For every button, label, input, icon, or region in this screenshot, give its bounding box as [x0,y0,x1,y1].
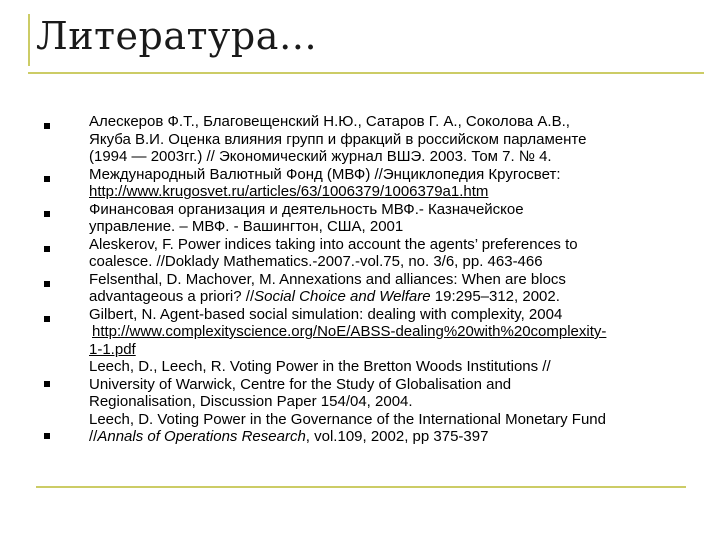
journal-title: Social Choice and Welfare [254,288,431,305]
reference-item [89,201,689,236]
bullet-marker-4 [44,246,50,252]
reference-link[interactable]: http://www.complexityscience.org/NoE/ABSS-dealing%20with%20complexity- [92,323,607,340]
bullet-marker-8 [44,433,50,439]
reference-line [89,288,689,306]
reference-item [89,306,689,359]
reference-item [89,411,689,446]
reference-line: (1994 — 2003гг.) // Экономический журнал ВШЭ. 2003. Том 7. № 4. [89,148,552,165]
bullet-marker-6 [44,316,50,322]
reference-line: Aleskerov, F. Power indices taking into account the agents’ preferences to [89,235,578,253]
reference-item [89,236,689,271]
reference-text: // [89,428,98,445]
reference-line [89,428,689,446]
journal-title: Annals of Operations Research [97,428,306,445]
reference-text: , vol.109, 2002, pp 375-397 [305,428,489,445]
reference-item [89,113,689,166]
reference-line: Felsenthal, D. Machover, M. Annexations and alliances: When are blocs [89,270,566,288]
reference-line: Финансовая организация и деятельность МВФ.- Казначейское [89,200,524,218]
reference-item [89,271,689,306]
reference-line: University of Warwick, Centre for the Study of Globalisation and [89,375,512,393]
reference-line: Leech, D., Leech, R. Voting Power in the Bretton Woods Institutions // [89,358,551,375]
bullet-marker-2 [44,176,50,182]
bullet-marker-5 [44,281,50,287]
reference-line: Якуба В.И. Оценка влияния групп и фракций в российском парламенте [89,130,587,148]
reference-line: Gilbert, N. Agent-based social simulation: dealing with complexity, 2004 [89,305,563,323]
slide-title: Литература… [36,14,318,58]
reference-line: Leech, D. Voting Power in the Governance of the International Monetary Fund [89,410,606,428]
reference-line: Алескеров Ф.Т., Благовещенский Н.Ю., Сатаров Г. А., Соколова А.В., [89,113,570,130]
reference-link[interactable]: http://www.krugosvet.ru/articles/63/1006379/1006379a1.htm [89,183,489,200]
reference-item [89,358,689,411]
bullet-marker-7 [44,381,50,387]
title-underline-rule [28,72,704,74]
reference-line: coalesce. //Doklady Mathematics.-2007.-vol.75, no. 3/6, pp. 463-466 [89,253,543,270]
title-accent-rule-vertical [28,14,30,66]
reference-line: управление. – МВФ. - Вашингтон, США, 2001 [89,218,404,235]
bullet-marker-1 [44,123,50,129]
reference-line: Regionalisation, Discussion Paper 154/04, 2004. [89,393,413,410]
reference-item [89,166,689,201]
reference-list [89,113,689,446]
reference-text: advantageous a priori? // [89,288,255,305]
reference-line: Международный Валютный Фонд (МВФ) //Энциклопедия Кругосвет: [89,165,561,183]
bullet-marker-3 [44,211,50,217]
reference-text: 19:295–312, 2002. [430,288,560,305]
reference-link-continued[interactable]: 1-1.pdf [89,340,136,358]
footer-rule [36,486,686,488]
